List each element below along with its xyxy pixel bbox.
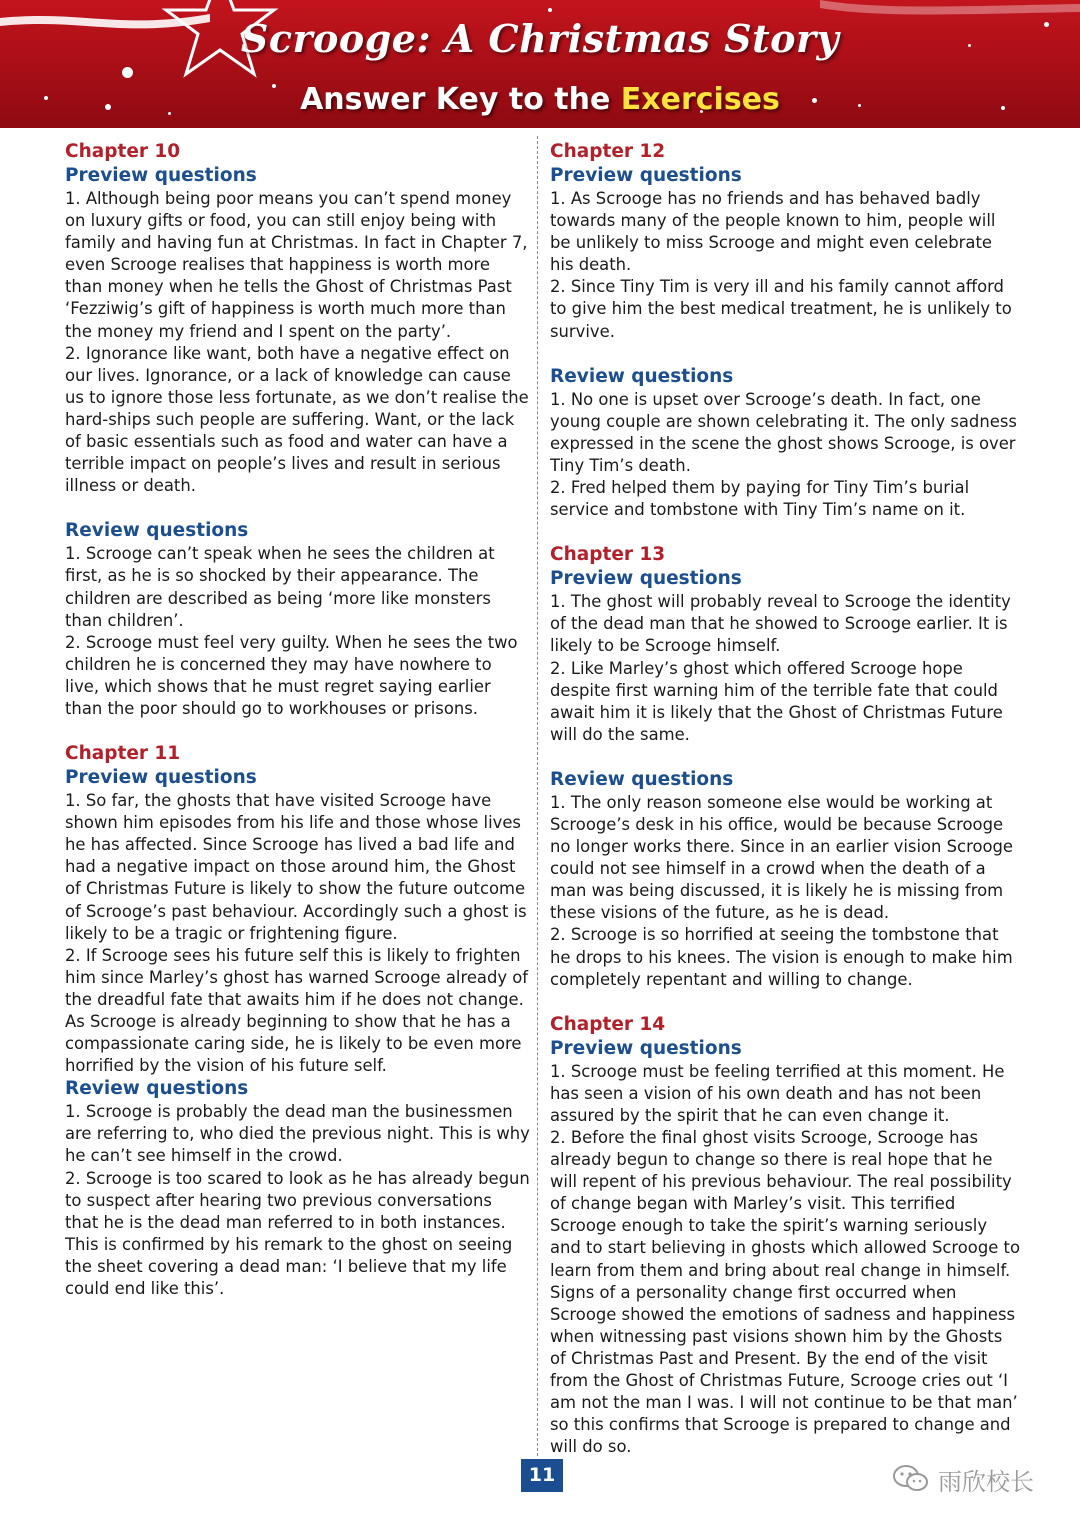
page-number: 11: [521, 1459, 563, 1492]
chapter-10-review-answer-1: 1. Scrooge can’t speak when he sees the children at first, as he is so shocked by their appearance. The children are described as being ‘more like monsters than children’.: [65, 544, 495, 630]
left-column: [65, 140, 530, 1300]
chapter-12-review-answer-1: 1. No one is upset over Scrooge’s death. In fact, one young couple are shown celebrating it. The only sadness expressed in the scene the ghost shows Scrooge, is over Tiny Tim’s death.: [550, 389, 1017, 475]
chapter-11-title: Chapter 11: [65, 743, 181, 765]
chapter-13-review-heading: Review questions: [550, 768, 734, 790]
chapter-13-preview-answer-2: 2. Like Marley’s ghost which offered Scrooge hope despite first warning him of the terrible fate that could await him it is likely that the Ghost of Christmas Future will do the same.: [550, 658, 1003, 744]
snow-dot: [548, 8, 552, 12]
chapter-10-preview-answer-2: 2. Ignorance like want, both have a negative effect on our lives. Ignorance, or a lack of knowledge can cause us to ignore those less fortunate, as we don’t realise the hard-ships such people are suffering. Want, or the lack of basic essentials such as food and water can have a terrible impact on people’s lives and result in serious illness or death.: [65, 343, 529, 496]
column-divider: [537, 136, 538, 1456]
chapter-11-review-answer-2: 2. Scrooge is too scared to look as he has already begun to suspect after hearing two previous conversations that he is the dead man referred to in both instances. This is confirmed by his remark to the ghost on seeing the sheet covering a dead man: ‘I believe that my life could end like this’.: [65, 1168, 530, 1299]
page-title: Scrooge: A Christmas Story: [240, 16, 840, 61]
chapter-12-review-answer-2: 2. Fred helped them by paying for Tiny Tim’s burial service and tombstone with Tiny Tim’s name on it.: [550, 478, 970, 520]
chapter-12-title: Chapter 12: [550, 141, 666, 162]
chapter-12-preview-answer-2: 2. Since Tiny Tim is very ill and his family cannot afford to give him the best medical treatment, he is unlikely to survive.: [550, 277, 1012, 341]
snow-dot: [122, 67, 133, 78]
chapter-10-review-heading: Review questions: [65, 520, 249, 542]
chapter-14-preview-answer-2: 2. Before the final ghost visits Scrooge, Scrooge has already begun to change so there is real hope that he will repent of his previous behaviour. The real possibility of change began with Marley’s visit. This terrified Scrooge enough to take the spirit’s warning seriously and to start believing in ghosts which allowed Scrooge to learn from them and bring about real change in himself. Signs of a personality change first occurred when Scrooge showed the emotions of sadness and happiness when witnessing past visions shown him by the Ghosts of Christmas Past and Present. By the end of the visit from the Ghost of Christmas Future, Scrooge cries out ‘I am not the man I was. I will not continue to be that man’ so this confirms that Scrooge is prepared to change and will do so.: [550, 1128, 1020, 1457]
page-subtitle: [0, 82, 1080, 117]
chapter-12-preview-answer-1: 1. As Scrooge has no friends and has behaved badly towards many of the people known to him, people will be unlikely to miss Scrooge and might even celebrate his death.: [550, 189, 996, 275]
chapter-11-review-answer-1: 1. Scrooge is probably the dead man the businessmen are referring to, who died the previous night. This is why he can’t see himself in the crowd.: [65, 1102, 530, 1166]
chapter-10-review-answer-2: 2. Scrooge must feel very guilty. When he sees the two children he is concerned they may have nowhere to live, which shows that he must regret saying earlier than the poor should go to workhouses or prisons.: [65, 632, 518, 718]
wechat-watermark: [892, 1462, 1034, 1496]
chapter-13-preview-heading: Preview questions: [550, 568, 742, 590]
chapter-10-title: Chapter 10: [65, 141, 181, 162]
chapter-13-review-answer-1: 1. The only reason someone else would be working at Scrooge’s desk in his office, would be because Scrooge no longer works there. Since in an earlier vision Scrooge could not see himself in a crowd when the death of a man was being discussed, it is likely he is missing from these visions of the future, as he is dead.: [550, 792, 1013, 923]
chapter-11-preview-answer-2: 2. If Scrooge sees his future self this is likely to frighten him since Marley’s ghost has warned Scrooge already of the dreadful fate that awaits him if he does not change. As Scrooge is already beginning to show that he has a compassionate caring side, he is likely to be even more horrified by the vision of his future self.: [65, 945, 529, 1076]
chapter-11-preview-heading: Preview questions: [65, 767, 257, 789]
chapter-14-preview-answer-1: 1. Scrooge must be feeling terrified at this moment. He has seen a vision of his own death and has not been assured by the spirit that he can even change it.: [550, 1061, 1005, 1125]
wechat-icon: [892, 1464, 930, 1494]
watermark-text: 雨欣校长: [938, 1467, 1034, 1496]
chapter-11-preview-answer-1: 1. So far, the ghosts that have visited Scrooge have shown him episodes from his life and those whose lives he has affected. Since Scrooge has lived a bad life and had a negative impact on those around him, the Ghost of Christmas Future is likely to show the future outcome of Scrooge’s past behaviour. Accordingly such a ghost is likely to be a tragic or frightening figure.: [65, 791, 527, 943]
right-column: [550, 140, 1020, 1458]
chapter-13-preview-answer-1: 1. The ghost will probably reveal to Scrooge the identity of the dead man that he showed to Scrooge earlier. It is likely to be Scrooge himself.: [550, 592, 1011, 656]
chapter-13-review-answer-2: 2. Scrooge is so horrified at seeing the tombstone that he drops to his knees. The vision is enough to make him completely repentant and willing to change.: [550, 925, 1013, 989]
chapter-10-preview-answer-1: 1. Although being poor means you can’t spend money on luxury gifts or food, you can still enjoy being with family and having fun at Christmas. In fact in Chapter 7, even Scrooge realises that happiness is worth more than money when he tells the Ghost of Christmas Past ‘Fezziwig’s gift of happiness is worth much more than the money my friend and I spent on the party’.: [65, 189, 528, 341]
chapter-12-preview-heading: Preview questions: [550, 165, 742, 186]
header-banner: [0, 0, 1080, 128]
chapter-11-review-heading: Review questions: [65, 1078, 249, 1100]
chapter-12-review-heading: Review questions: [550, 365, 734, 387]
subtitle-prefix: Answer Key to the: [300, 82, 611, 117]
subtitle-highlight: Exercises: [620, 82, 780, 117]
chapter-14-preview-heading: Preview questions: [550, 1037, 742, 1059]
chapter-10-preview-heading: Preview questions: [65, 165, 257, 186]
chapter-14-title: Chapter 14: [550, 1013, 666, 1035]
chapter-13-title: Chapter 13: [550, 544, 666, 566]
